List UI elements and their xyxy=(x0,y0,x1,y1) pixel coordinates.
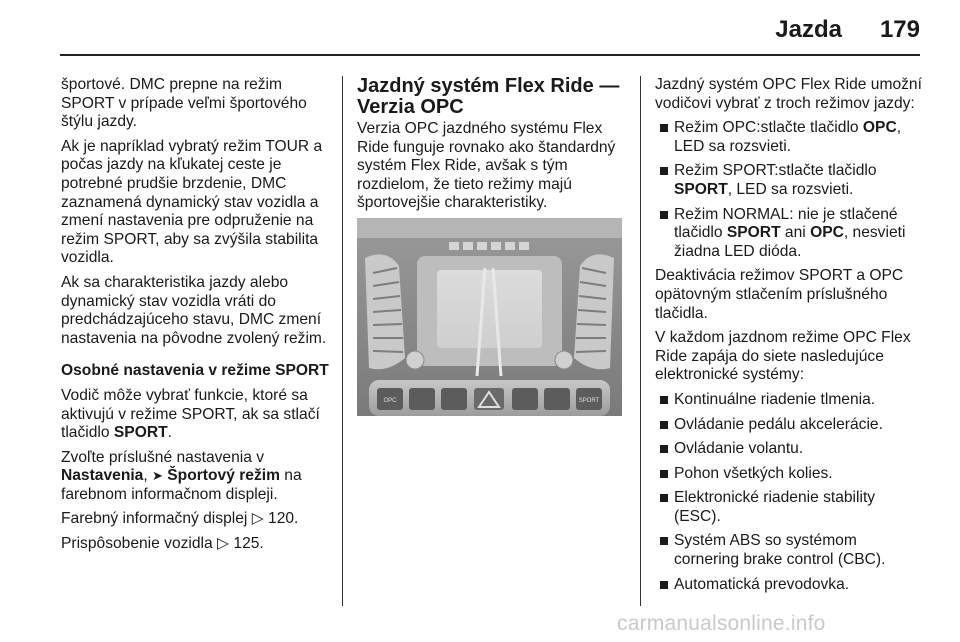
center-console-illustration xyxy=(357,218,622,416)
paragraph: Verzia OPC jazdného systému Flex Ride funguje rovnako ako štandardný systém Flex Ride, avšak s tým rozdielom, že tieto režimy majú športovejšie charakteristiky. xyxy=(357,120,616,212)
opc-button-label: OPC xyxy=(383,398,397,404)
cross-reference[interactable]: Farebný informačný displej ▷ 120. xyxy=(61,510,299,528)
page-ref-icon: ▷ xyxy=(251,510,264,528)
bullet-icon xyxy=(660,470,668,478)
menu-arrow-icon: ➤ xyxy=(152,468,163,484)
menu-path-sport-mode: Športový režim xyxy=(167,467,280,485)
bullet-icon xyxy=(660,421,668,429)
paragraph: Zvoľte príslušné nastavenia v Nastavenia, ➤ Športový režim na farebnom informačnom displeji. xyxy=(61,448,302,503)
section-title: Jazda xyxy=(775,16,842,43)
bullet-icon xyxy=(660,494,668,502)
column-left xyxy=(61,76,333,560)
sport-button-label: SPORT xyxy=(578,398,600,404)
page-number: 179 xyxy=(879,16,920,43)
list-item: Režim NORMAL: nie je stlačené tlačidlo SPORT ani OPC, nesvieti žiadna LED dióda. xyxy=(655,206,923,262)
bullet-icon xyxy=(660,167,668,175)
bullet-icon xyxy=(660,211,668,219)
mode-list xyxy=(655,119,923,261)
paragraph: V každom jazdnom režime OPC Flex Ride zapája do siete nasledujúce elektronické systémy: xyxy=(655,329,911,384)
bullet-icon xyxy=(660,537,668,545)
list-item: Kontinuálne riadenie tlmenia. xyxy=(655,391,923,410)
cross-reference[interactable]: Prispôsobenie vozidla ▷ 125. xyxy=(61,535,264,553)
list-item: Elektronické riadenie stability (ESC). xyxy=(655,489,923,526)
paragraph: športové. DMC prepne na režim SPORT v prípade veľmi športového štýlu jazdy. xyxy=(61,76,307,131)
page-ref-icon: ▷ xyxy=(217,535,230,553)
section-heading: Jazdný systém Flex Ride — Verzia OPC xyxy=(357,75,620,118)
bullet-icon xyxy=(660,124,668,132)
paragraph: Jazdný systém OPC Flex Ride umožní vodičovi vybrať z troch režimov jazdy: xyxy=(655,76,922,112)
bullet-icon xyxy=(660,581,668,589)
paragraph: Ak sa charakteristika jazdy alebo dynamický stav vozidla vráti do predchádzajúceho stavu, DMC zmení nastavenia na pôvodne zvolený režim. xyxy=(61,273,327,347)
watermark: carmanualsonline.info xyxy=(617,612,826,635)
menu-path-settings: Nastavenia xyxy=(61,467,144,485)
bullet-icon xyxy=(660,396,668,404)
list-item: Ovládanie volantu. xyxy=(655,440,923,459)
list-item: Automatická prevodovka. xyxy=(655,576,923,595)
column-middle xyxy=(357,76,623,219)
column-divider-1 xyxy=(342,76,343,606)
list-item: Pohon všetkých kolies. xyxy=(655,465,923,484)
systems-list xyxy=(655,391,923,594)
list-item: Režim OPC:stlačte tlačidlo OPC, LED sa rozsvieti. xyxy=(655,119,923,156)
paragraph: Ak je napríklad vybratý režim TOUR a počas jazdy na kľukatej ceste je potrebné prudšie brzdenie, DMC zaznamená dynamický stav vozidla a zmení nastavenia pre odpruženie na režim SPORT, aby sa zvýšila stabilita vozidla. xyxy=(61,137,323,267)
dashboard-photo xyxy=(357,218,622,416)
list-item: Režim SPORT:stlačte tlačidlo SPORT, LED sa rozsvieti. xyxy=(655,162,923,199)
subheading: Osobné nastavenia v režime SPORT xyxy=(61,362,329,380)
page-header xyxy=(60,0,920,62)
paragraph: Vodič môže vybrať funkcie, ktoré sa aktivujú v režime SPORT, ak sa stlačí tlačidlo SPORT. xyxy=(61,386,320,442)
list-item: Systém ABS so systémom cornering brake control (CBC). xyxy=(655,532,923,569)
column-divider-2 xyxy=(640,76,641,606)
paragraph: Deaktivácia režimov SPORT a OPC opätovným stlačením príslušného tlačidla. xyxy=(655,267,904,322)
header-rule xyxy=(60,54,920,56)
list-item: Ovládanie pedálu akcelerácie. xyxy=(655,416,923,435)
bullet-icon xyxy=(660,445,668,453)
sport-button-ref: SPORT xyxy=(113,424,168,442)
column-right xyxy=(655,76,923,600)
